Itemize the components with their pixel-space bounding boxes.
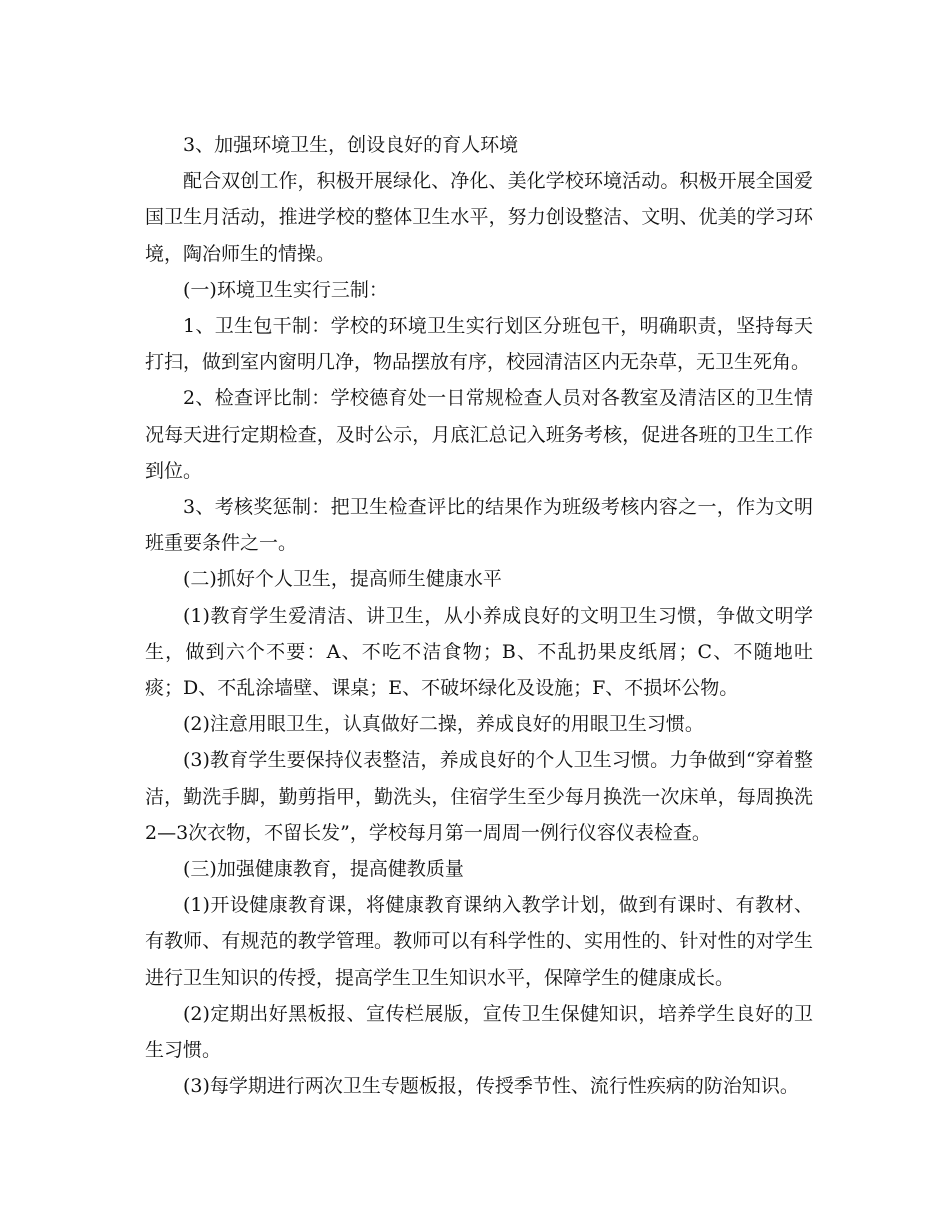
paragraph: (3)教育学生要保持仪表整洁，养成良好的个人卫生习惯。力争做到“穿着整洁，勤洗手脚，勤剪指甲，勤洗头，住宿学生至少每月换洗一次床单，每周换洗2—3次衣物，不留长发”，学校每月第一周周一例行仪容仪表检查。 — [145, 749, 813, 844]
subsection-heading: (二)抓好个人卫生，提高师生健康水平 — [183, 568, 502, 591]
paragraph: (2)注意用眼卫生，认真做好二操，养成良好的用眼卫生习惯。 — [183, 713, 704, 736]
paragraph: 配合双创工作，积极开展绿化、净化、美化学校环境活动。积极开展全国爱国卫生月活动，推进学校的整体卫生水平，努力创设整洁、文明、优美的学习环境，陶冶师生的情操。 — [145, 170, 813, 265]
subsection-heading: (三)加强健康教育，提高健教质量 — [183, 858, 464, 881]
document-body — [145, 127, 813, 1104]
section-heading-environment: 3、加强环境卫生，创设良好的育人环境 — [183, 134, 519, 156]
subsection-heading: (一)环境卫生实行三制： — [183, 278, 388, 301]
paragraph: 3、考核奖惩制：把卫生检查评比的结果作为班级考核内容之一，作为文明班重要条件之一。 — [145, 496, 813, 555]
paragraph: (2)定期出好黑板报、宣传栏展版，宣传卫生保健知识，培养学生良好的卫生习惯。 — [145, 1002, 813, 1062]
paragraph: (1)开设健康教育课，将健康教育课纳入教学计划，做到有课时、有教材、有教师、有规范的教学管理。教师可以有科学性的、实用性的、针对性的对学生进行卫生知识的传授，提高学生卫生知识水平，保障学生的健康成长。 — [145, 894, 813, 989]
paragraph: 2、检查评比制：学校德育处一日常规检查人员对各教室及清洁区的卫生情况每天进行定期检查，及时公示，月底汇总记入班务考核，促进各班的卫生工作到位。 — [145, 387, 813, 482]
paragraph: 1、卫生包干制：学校的环境卫生实行划区分班包干，明确职责，坚持每天打扫，做到室内窗明几净，物品摆放有序，校园清洁区内无杂草，无卫生死角。 — [145, 315, 813, 374]
paragraph: (3)每学期进行两次卫生专题板报，传授季节性、流行性疾病的防治知识。 — [183, 1075, 799, 1098]
paragraph: (1)教育学生爱清洁、讲卫生，从小养成良好的文明卫生习惯，争做文明学生，做到六个不要：A、不吃不洁食物；B、不乱扔果皮纸屑；C、不随地吐痰；D、不乱涂墙壁、课桌；E、不破坏绿化及设施；F、不损坏公物。 — [145, 604, 813, 700]
